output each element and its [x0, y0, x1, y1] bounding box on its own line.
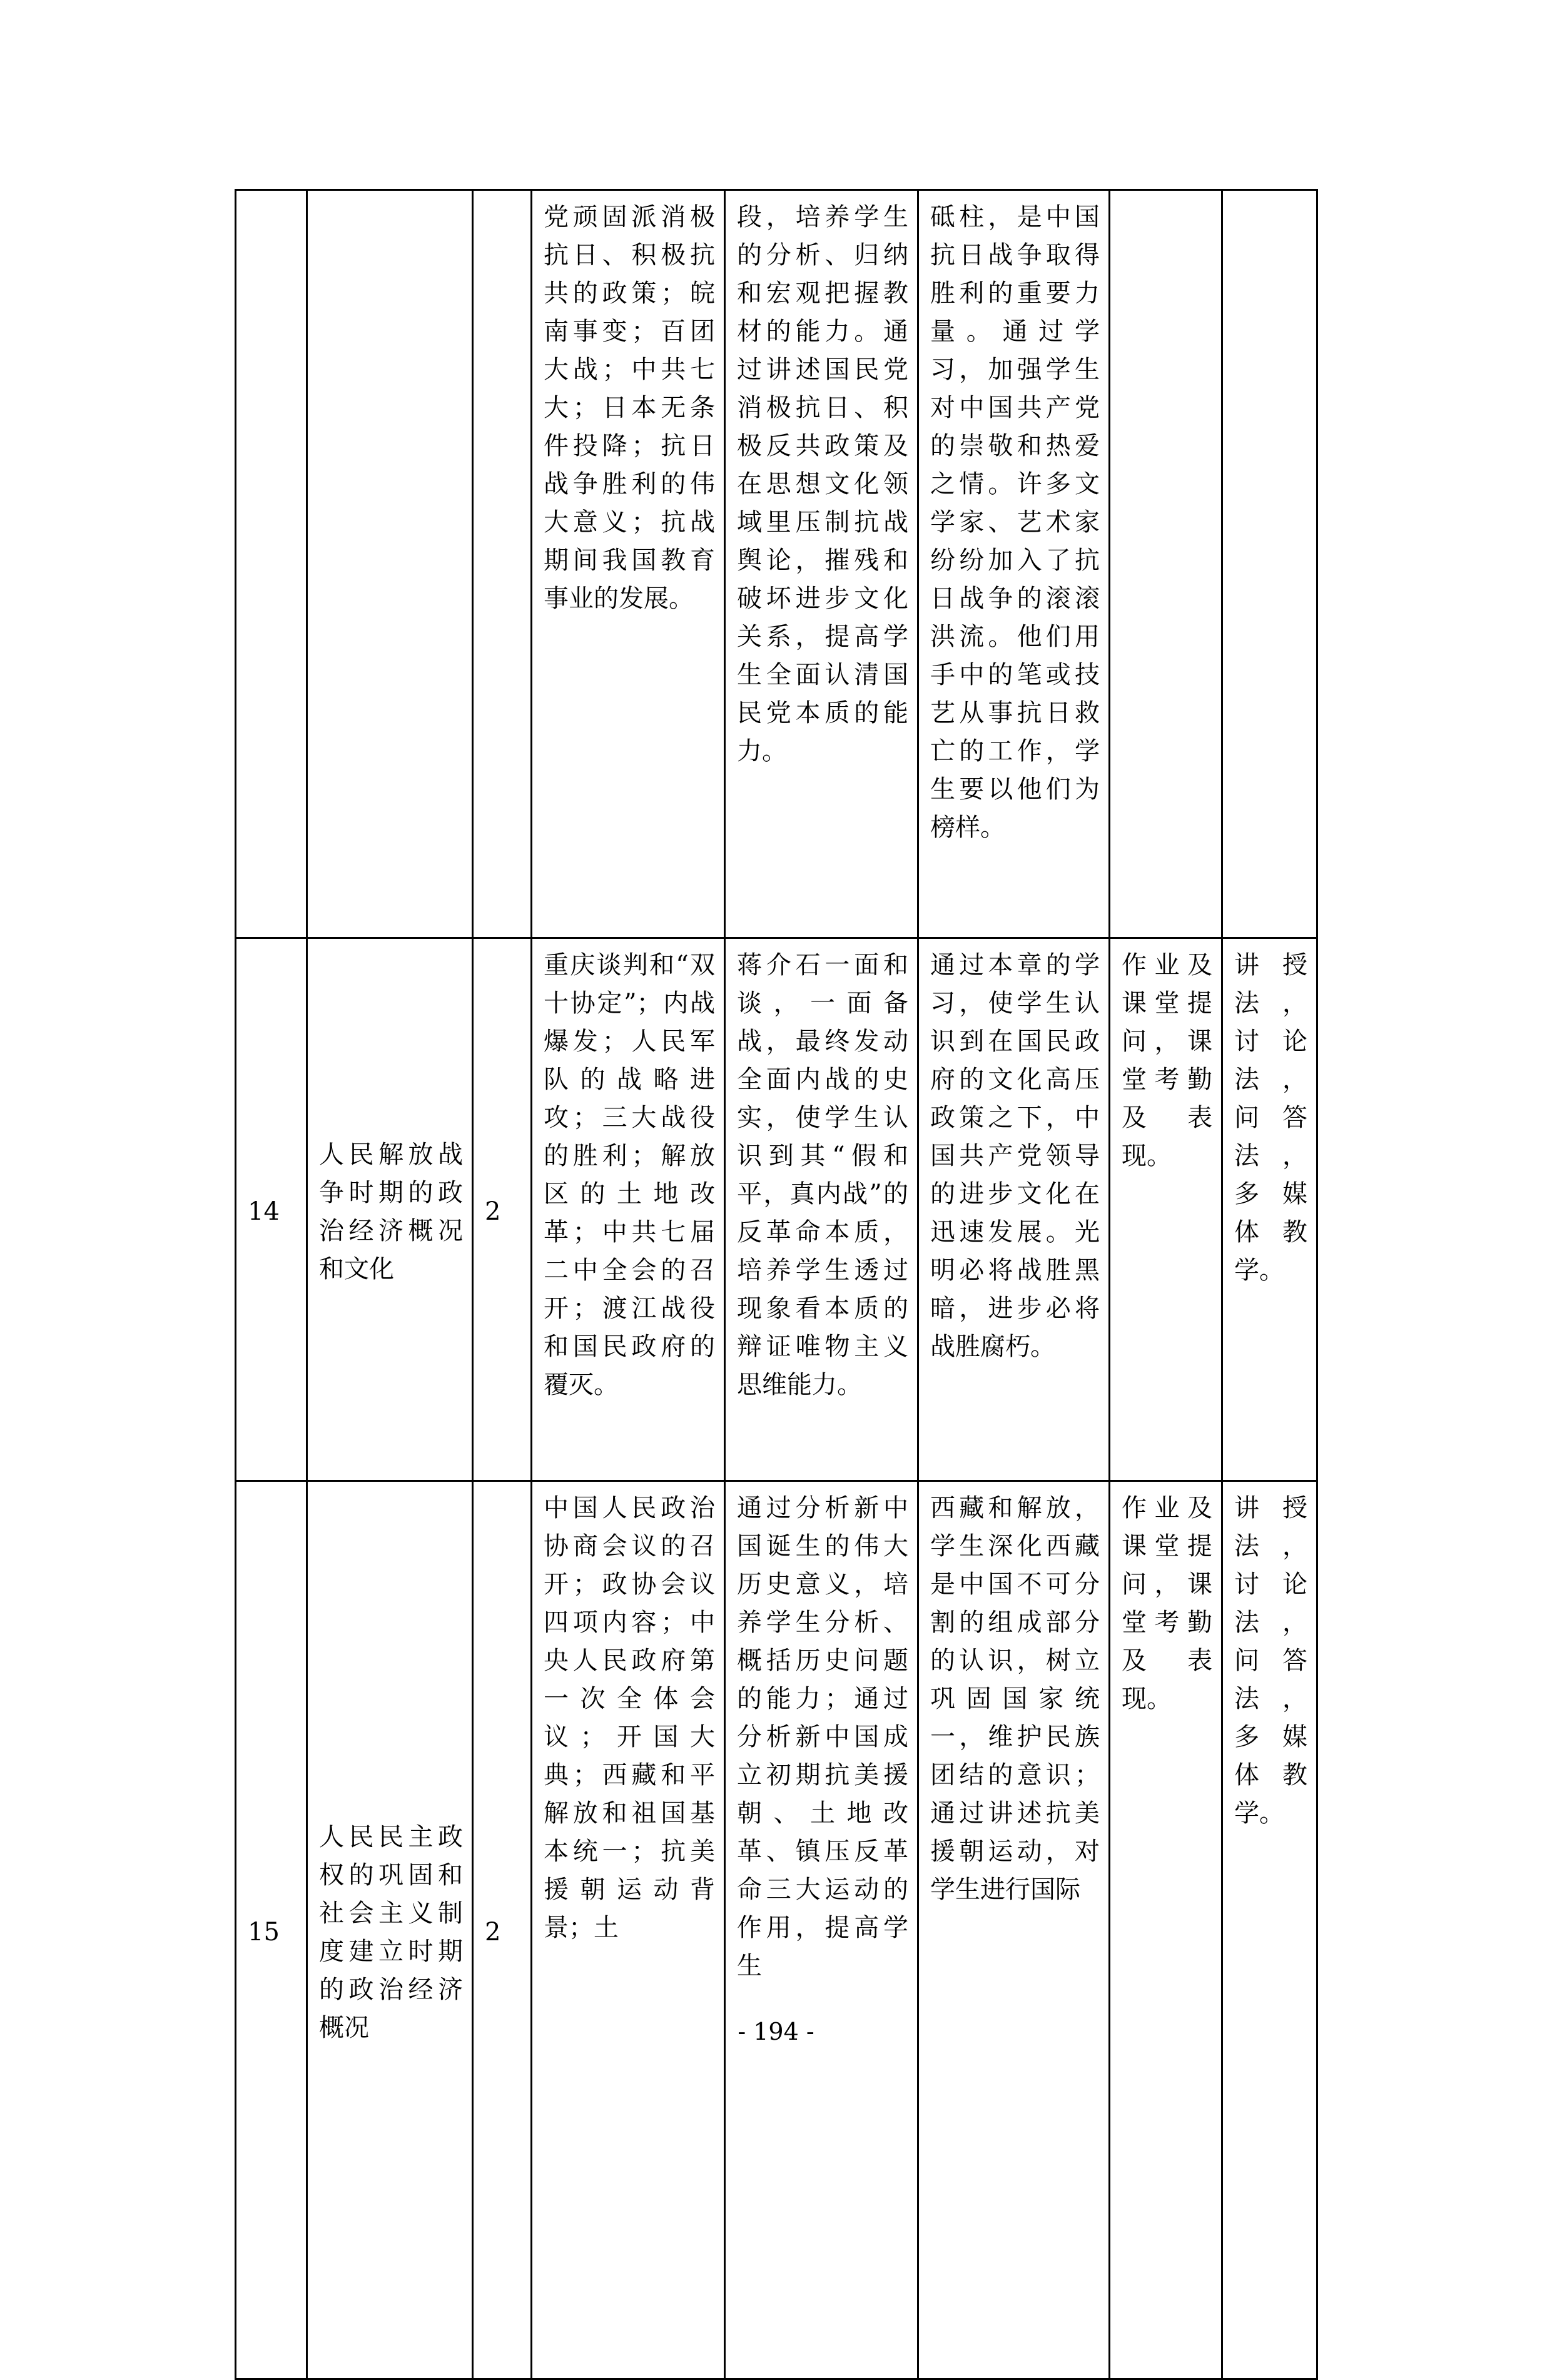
ability-goal-cell: 蒋介石一面和谈，一面备战，最终发动全面内战的史实，使学生认识到其“假和平，真内战”的反革命本质，培养学生透过现象看本质的辩证唯物主义思维能力。 — [725, 938, 918, 1481]
teaching-method-cell — [1222, 190, 1317, 938]
content-cell: 重庆谈判和“双十协定”；内战爆发；人民军队的战略进攻；三大战役的胜利；解放区的土地改革；中共七届二中全会的召开；渡江战役和国民政府的覆灭。 — [532, 938, 725, 1481]
chapter-title-cell — [307, 190, 473, 938]
ideology-goal-cell: 西藏和解放，学生深化西藏是中国不可分割的组成部分的认识，树立巩固国家统一，维护民族团结的意识；通过讲述抗美援朝运动，对学生进行国际 — [918, 1481, 1110, 2379]
ability-goal-cell: 段，培养学生的分析、归纳和宏观把握教材的能力。通过讲述国民党消极抗日、积极反共政策及在思想文化领域里压制抗战舆论，摧残和破坏进步文化关系，提高学生全面认清国民党本质的能力。 — [725, 190, 918, 938]
ability-goal-cell: 通过分析新中国诞生的伟大历史意义，培养学生分析、概括历史问题的能力；通过分析新中国成立初期抗美援朝、土地改革、镇压反革命三大运动的作用，提高学生 — [725, 1481, 918, 2379]
page-number: - 194 - — [738, 2018, 814, 2045]
chapter-title-cell: 人民民主政权的巩固和社会主义制度建立时期的政治经济概况 — [307, 1481, 473, 2379]
lesson-number-cell — [236, 190, 307, 938]
hours-cell: 2 — [473, 938, 532, 1481]
lesson-number-cell: 14 — [236, 938, 307, 1481]
assessment-cell: 作业及课堂提问，课堂考勤及表现。 — [1110, 938, 1222, 1481]
ideology-goal-cell: 砥柱，是中国抗日战争取得胜利的重要力量。通过学习，加强学生对中国共产党的崇敬和热爱之情。许多文学家、艺术家纷纷加入了抗日战争的滚滚洪流。他们用手中的笔或技艺从事抗日救亡的工作，学生要以他们为榜样。 — [918, 190, 1110, 938]
chapter-title-cell: 人民解放战争时期的政治经济概况和文化 — [307, 938, 473, 1481]
assessment-cell: 作业及课堂提问，课堂考勤及表现。 — [1110, 1481, 1222, 2379]
teaching-method-cell: 讲授法，讨论法，问答法，多媒体教学。 — [1222, 1481, 1317, 2379]
assessment-cell — [1110, 190, 1222, 938]
content-cell: 党顽固派消极抗日、积极抗共的政策；皖南事变；百团大战；中共七大；日本无条件投降；抗日战争胜利的伟大意义；抗战期间我国教育事业的发展。 — [532, 190, 725, 938]
table-row — [236, 938, 1317, 1481]
syllabus-table — [235, 189, 1318, 2380]
hours-cell — [473, 190, 532, 938]
table-row — [236, 1481, 1317, 2379]
lesson-number-cell: 15 — [236, 1481, 307, 2379]
ideology-goal-cell: 通过本章的学习，使学生认识到在国民政府的文化高压政策之下，中国共产党领导的进步文化在迅速发展。光明必将战胜黑暗，进步必将战胜腐朽。 — [918, 938, 1110, 1481]
teaching-method-cell: 讲授法，讨论法，问答法，多媒体教学。 — [1222, 938, 1317, 1481]
hours-cell: 2 — [473, 1481, 532, 2379]
table-row — [236, 190, 1317, 938]
content-cell: 中国人民政治协商会议的召开；政协会议四项内容；中央人民政府第一次全体会议；开国大典；西藏和平解放和祖国基本统一；抗美援朝运动背景；土 — [532, 1481, 725, 2379]
